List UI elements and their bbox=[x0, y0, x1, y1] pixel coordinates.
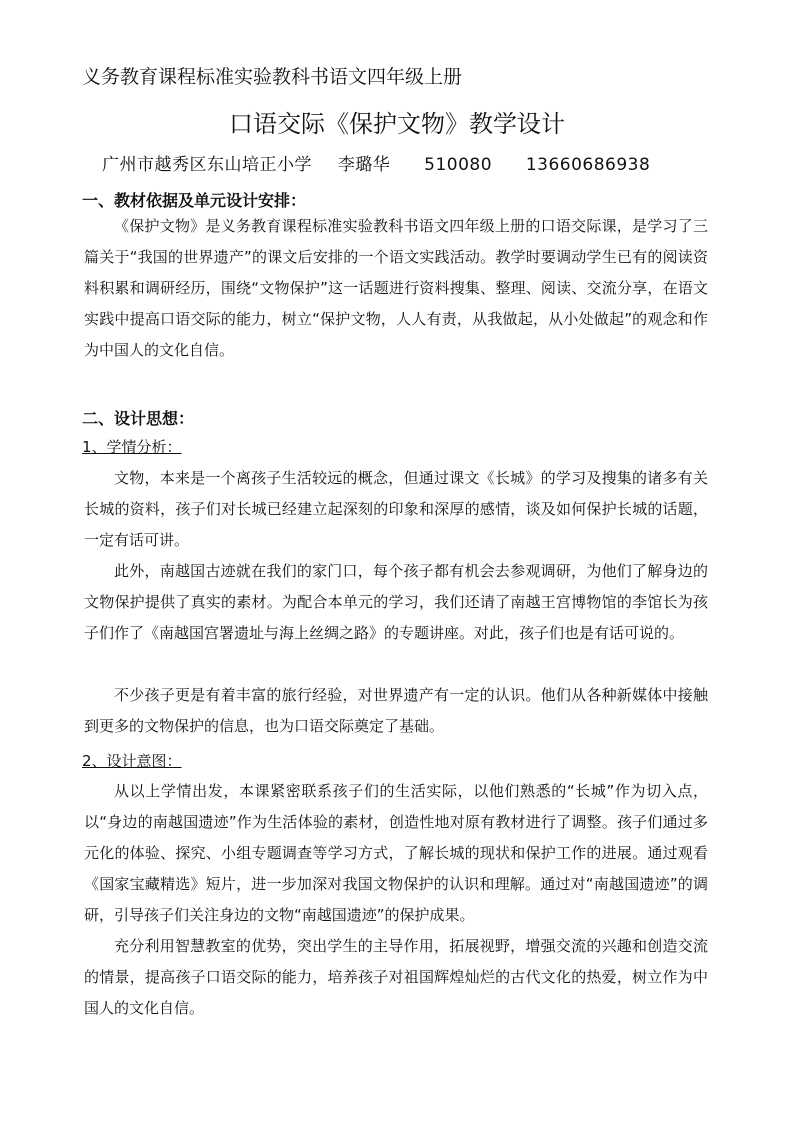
author-phone: 13660686938 bbox=[525, 155, 651, 175]
author-info bbox=[102, 150, 650, 175]
textbook-series: 义务教育课程标准实验教科书语文四年级上册 bbox=[82, 66, 463, 88]
author-postcode: 510080 bbox=[424, 155, 493, 175]
page-title: 口语交际《保护文物》教学设计 bbox=[229, 110, 565, 138]
sub2-paragraph-1: 从以上学情出发，本课紧密联系孩子们的生活实际，以他们熟悉的“长城”作为切入点，以“身边的南越国遗迹”作为生活体验的素材，创造性地对原有教材进行了调整。孩子们通过多元化的体验、探究、小组专题调查等学习方式，了解长城的现状和保护工作的进展。通过观看《国家宝藏精选》短片，进一步加深对我国文物保护的认识和理解。通过对“南越国遗迹”的调研，引导孩子们关注身边的文物“南越国遗迹”的保护成果。 bbox=[84, 782, 708, 924]
sub2-heading-text: 2、设计意图： bbox=[82, 752, 182, 770]
sub1-heading-text: 1、学情分析： bbox=[82, 438, 182, 456]
section2-sub1-heading bbox=[82, 436, 200, 457]
sub2-paragraph-2: 充分利用智慧教室的优势，突出学生的主导作用，拓展视野，增强交流的兴趣和创造交流的情景，提高孩子口语交际的能力，培养孩子对祖国辉煌灿烂的古代文化的热爱，树立作为中国人的文化自信。 bbox=[84, 937, 708, 1017]
sub1-paragraph-1: 文物，本来是一个离孩子生活较远的概念，但通过课文《长城》的学习及搜集的诸多有关长城的资料，孩子们对长城已经建立起深刻的印象和深厚的感情，谈及如何保护长城的话题，一定有话可讲。 bbox=[84, 469, 708, 549]
section2-heading: 二、设计思想： bbox=[82, 409, 195, 428]
author-name: 李璐华 bbox=[337, 155, 391, 175]
author-school: 广州市越秀区东山培正小学 bbox=[102, 155, 312, 175]
sub1-paragraph-2: 此外，南越国古迹就在我们的家门口，每个孩子都有机会去参观调研，为他们了解身边的文物保护提供了真实的素材。为配合本单元的学习，我们还请了南越王宫博物馆的李馆长为孩子们作了《南越国宫署遗址与海上丝绸之路》的专题讲座。对此，孩子们也是有话可说的。 bbox=[84, 562, 708, 642]
section1-heading: 一、教材依据及单元设计安排： bbox=[82, 191, 307, 210]
section2-sub2-heading bbox=[82, 750, 200, 771]
sub1-paragraph-3: 不少孩子更是有着丰富的旅行经验，对世界遗产有一定的认识。他们从各种新媒体中接触到更多的文物保护的信息，也为口语交际奠定了基础。 bbox=[84, 686, 708, 735]
section1-paragraph: 《保护文物》是义务教育课程标准实验教科书语文四年级上册的口语交际课，是学习了三篇关于“我国的世界遗产”的课文后安排的一个语文实践活动。教学时要调动学生已有的阅读资料积累和调研经历，围绕“文物保护”这一话题进行资料搜集、整理、阅读、交流分享，在语文实践中提高口语交际的能力，树立“保护文物，人人有责，从我做起，从小处做起”的观念和作为中国人的文化自信。 bbox=[84, 217, 708, 359]
